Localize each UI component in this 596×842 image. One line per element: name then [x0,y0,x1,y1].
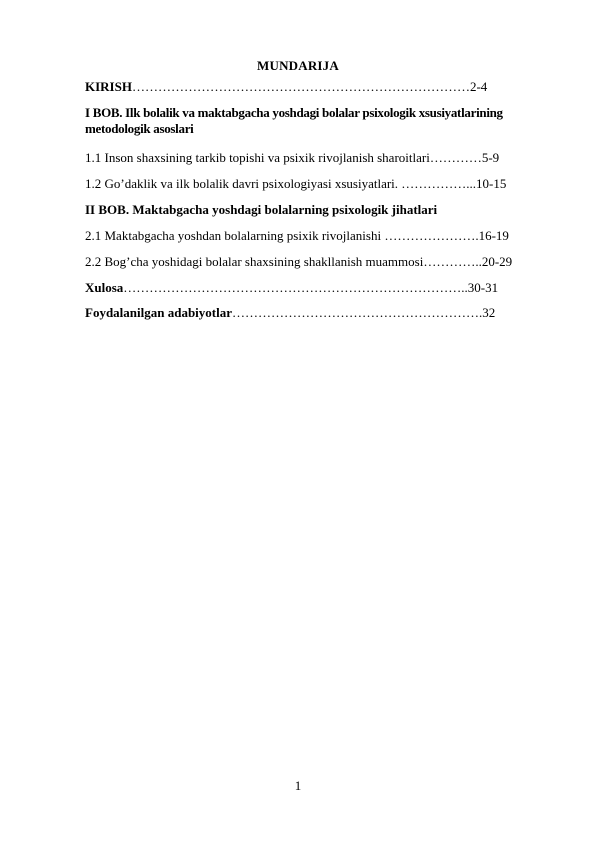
page-number: 1 [294,778,302,793]
toc-entry-page: 10-15 [476,176,507,191]
toc-entry-1-1 [85,150,555,166]
toc-entry-2-2 [85,254,555,270]
toc-entry-adabiyotlar [85,305,555,321]
toc-entry-2-1 [85,228,555,244]
toc-entry-page: 5-9 [481,150,500,165]
toc-entry-leader: …………………. [384,228,479,243]
toc-entry-xulosa [85,280,555,296]
toc-chapter-1 [85,105,555,137]
toc-title: MUNDARIJA [257,58,339,73]
toc-entry-label: 1.2 Go’daklik va ilk bolalik davri psixologiyasi xsusiyatlari. [85,176,402,191]
toc-chapter-label: II BOB. Maktabgacha yoshdagi bolalarning psixologik jihatlari [85,202,438,217]
toc-entry-page: 30-31 [467,280,499,295]
toc-entry-page: 20-29 [481,254,513,269]
toc-entry-label: KIRISH [85,79,132,94]
toc-entry-1-2 [85,176,555,192]
toc-entry-page: 32 [482,305,496,320]
toc-entry-label: 2.2 Bog’cha yoshidagi bolalar shaxsining shakllanish muammosi [85,254,424,269]
toc-entry-leader: …………………………………………………………………….. [123,280,468,295]
toc-entry-label: 2.1 Maktabgacha yoshdan bolalarning psixik rivojlanishi [85,228,385,243]
toc-entry-leader: …………………………………………………. [232,305,483,320]
toc-entry-leader: ……………... [401,176,477,191]
toc-entry-page: 2-4 [469,79,488,94]
toc-entry-label: 1.1 Inson shaxsining tarkib topishi va psixik rivojlanish sharoitlari [85,150,430,165]
toc-entry-page: 16-19 [478,228,509,243]
toc-entry-leader: …………………………………………………………………… [131,79,470,94]
toc-chapter-label: I BOB. Ilk bolalik va maktabgacha yoshdagi bolalar psixologik xsusiyatlarining metodologik asoslari [85,105,503,136]
toc-entry-leader: ………….. [423,254,482,269]
toc-chapter-2 [85,202,555,218]
toc-entry-label: Foydalanilgan adabiyotlar [85,305,232,320]
toc-entry-leader: ………… [429,150,482,165]
toc-entry-label: Xulosa [85,280,124,295]
toc-entry-kirish [85,79,555,95]
